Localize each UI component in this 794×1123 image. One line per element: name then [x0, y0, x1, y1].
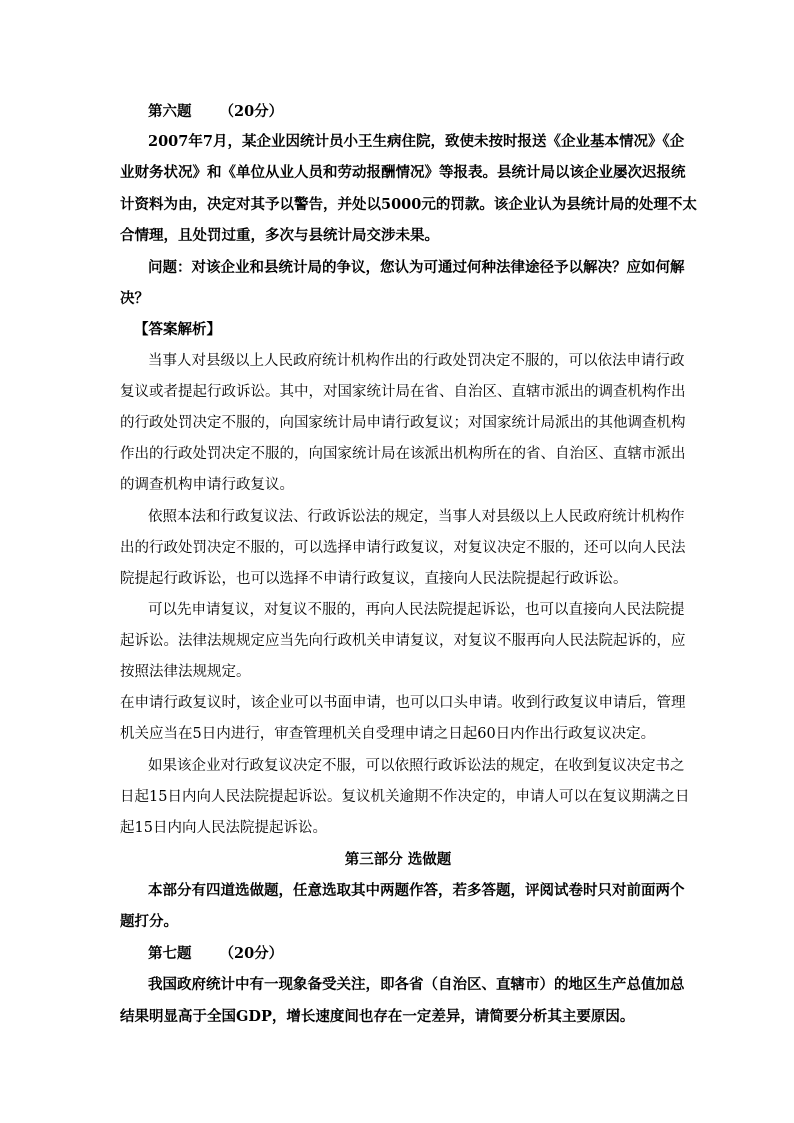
part3-title: 第三部分 选做题: [344, 851, 452, 868]
q7-heading-score: （20分）: [219, 945, 284, 962]
part3-intro-line-2: 题打分。: [120, 913, 178, 930]
answer-p3-line-1: 可以先申请复议，对复议不服的，再向人民法院提起诉讼，也可以直接向人民法院提: [148, 602, 685, 618]
q6-line-2: 业财务状况》和《单位从业人员和劳动报酬情况》等报表。县统计局以该企业屡次迟报统: [120, 164, 686, 181]
answer-p1-line-5: 的调查机构申请行政复议。: [120, 477, 294, 493]
q7-heading: [148, 944, 676, 964]
q6-heading-score: （20分）: [219, 103, 284, 120]
answer-p5-line-3: 起15日内向人民法院提起诉讼。: [120, 820, 327, 836]
answer-p5-line-2: 日起15日内向人民法院提起诉讼。复议机关逾期不作决定的，申请人可以在复议期满之日: [120, 789, 690, 805]
answer-p4-line-1: 在申请行政复议时，该企业可以书面申请，也可以口头申请。收到行政复议申请后，管理: [120, 695, 686, 711]
q6-line-4: 合情理，且处罚过重，多次与县统计局交涉未果。: [120, 227, 439, 244]
answer-p1-line-1: 当事人对县级以上人民政府统计机构作出的行政处罚决定不服的，可以依法申请行政: [148, 353, 685, 369]
answer-p2-line-1: 依照本法和行政复议法、行政诉讼法的规定，当事人对县级以上人民政府统计机构作: [148, 509, 685, 525]
q7-line-1: 我国政府统计中有一现象备受关注，即各省（自治区、直辖市）的地区生产总值加总: [148, 976, 685, 993]
answer-p1-line-2: 复议或者提起行政诉讼。其中，对国家统计局在省、自治区、直辖市派出的调查机构作出: [120, 384, 686, 400]
answer-p2-line-3: 院提起行政诉讼，也可以选择不申请行政复议，直接向人民法院提起行政诉讼。: [120, 571, 628, 587]
part3-intro-line-1: 本部分有四道选做题，任意选取其中两题作答，若多答题，评阅试卷时只对前面两个: [148, 882, 685, 899]
answer-p3-line-3: 按照法律法规规定。: [120, 664, 251, 680]
q6-line-3: 计资料为由，决定对其予以警告，并处以5000元的罚款。该企业认为县统计局的处理不太: [120, 196, 697, 213]
answer-p2-line-2: 出的行政处罚决定不服的，可以选择申请行政复议，对复议决定不服的，还可以向人民法: [120, 540, 686, 556]
q7-heading-label: 第七题: [148, 945, 192, 962]
q7-line-2: 结果明显高于全国GDP，增长速度间也存在一定差异，请简要分析其主要原因。: [120, 1008, 635, 1025]
answer-p1-line-3: 的行政处罚决定不服的，向国家统计局申请行政复议；对国家统计局派出的其他调查机构: [120, 415, 686, 431]
q6-line-1: 2007年7月，某企业因统计员小王生病住院，致使未按时报送《企业基本情况》《企: [148, 133, 685, 150]
answer-p4-line-2: 机关应当在5日内进行，审查管理机关自受理申请之日起60日内作出行政复议决定。: [120, 726, 656, 742]
q6-heading-label: 第六题: [148, 103, 192, 120]
answer-title: 【答案解析】: [134, 321, 221, 338]
q6-question-line-1: 问题：对该企业和县统计局的争议，您认为可通过何种法律途径予以解决？应如何解: [148, 259, 685, 276]
q6-question-line-2: 决？: [120, 290, 149, 307]
answer-p1-line-4: 作出的行政处罚决定不服的，向国家统计局在该派出机构所在的省、自治区、直辖市派出: [120, 446, 686, 462]
answer-p5-line-1: 如果该企业对行政复议决定不服，可以依照行政诉讼法的规定，在收到复议决定书之: [148, 758, 685, 774]
q6-heading: [148, 102, 676, 122]
answer-p3-line-2: 起诉讼。法律法规规定应当先向行政机关申请复议，对复议不服再向人民法院起诉的，应: [120, 633, 686, 649]
